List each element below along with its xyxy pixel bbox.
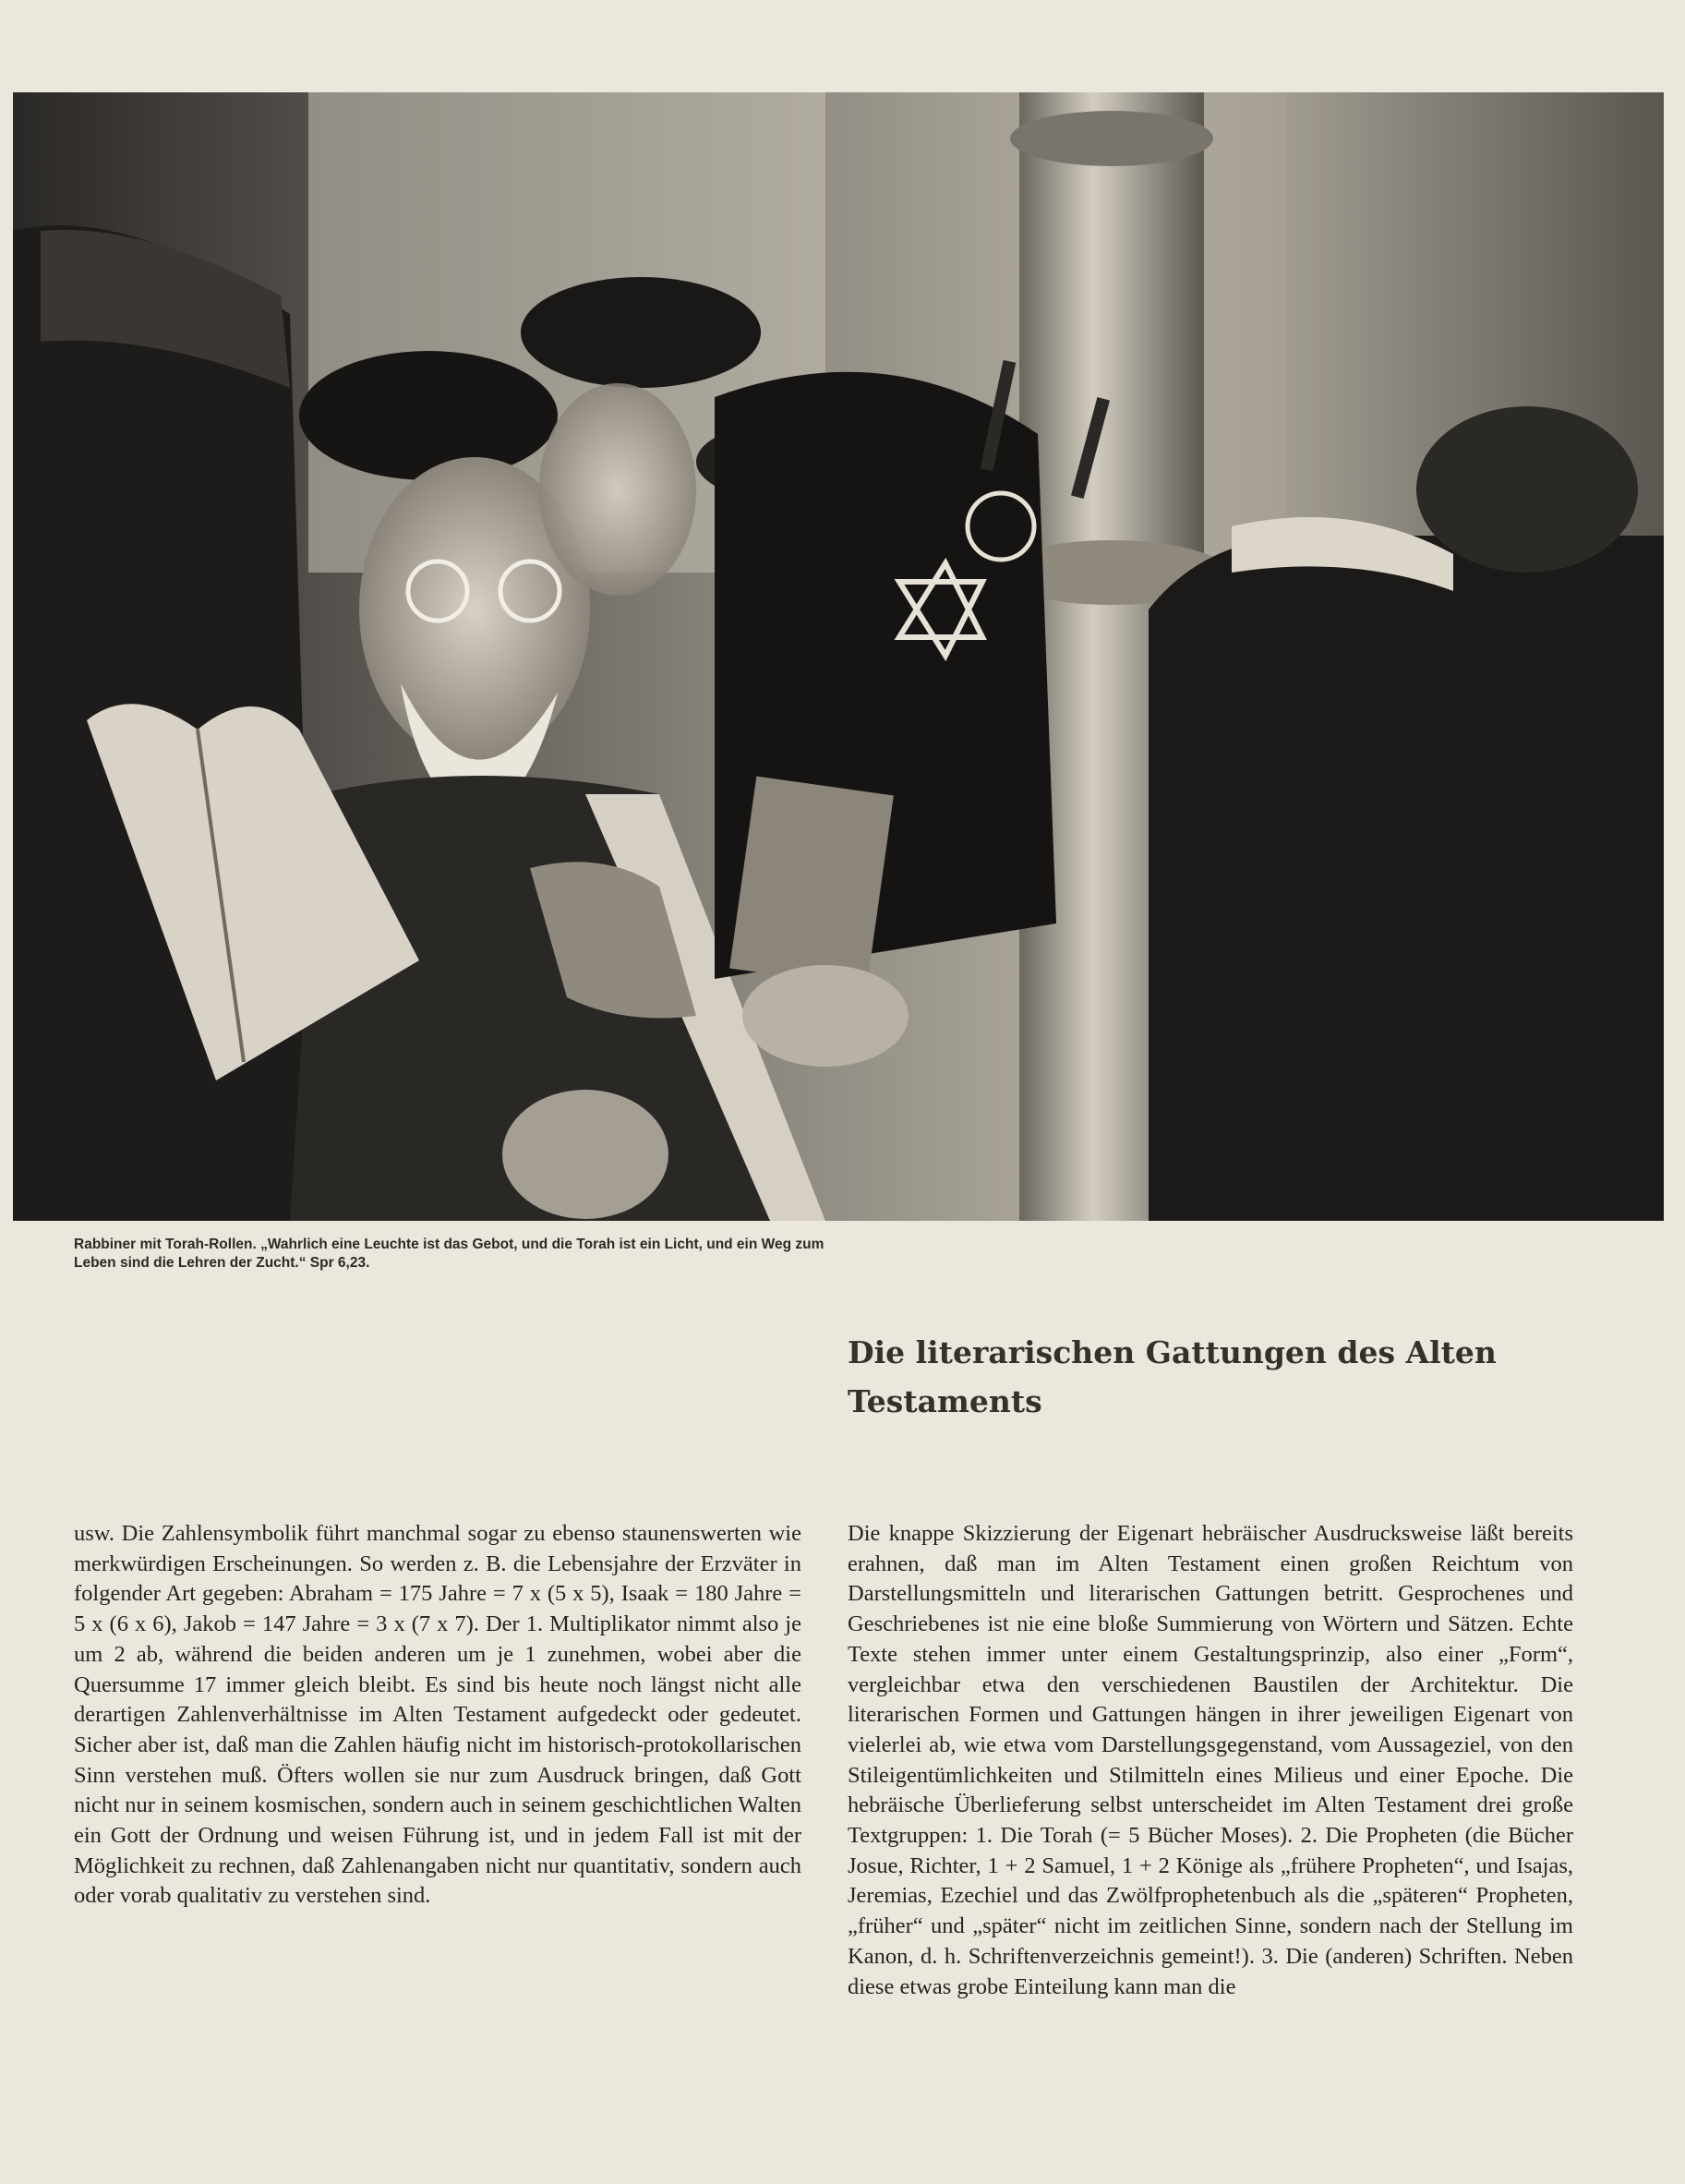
photo-caption: Rabbiner mit Torah-Rollen. „Wahrlich eine Leuchte ist das Gebot, und die Torah ist ein Licht, und ein Weg zum Leben sind die Lehren der Zucht.“ Spr 6,23.: [74, 1237, 824, 1271]
left-column-text: usw. Die Zahlensymbolik führt manchmal sogar zu ebenso staunenswerten wie merkwürdigen Erscheinungen. So werden z. B. die Lebensjahre der Erzväter in folgender Art gegeben: Abraham = 175 Jahre = 7 x (5 x 5), Isaak = 180 Jahre = 5 x (6 x 6), Jakob = 147 Jahre = 3 x (7 x 7). Der 1. Multiplikator nimmt also je um 2 ab, während die beiden anderen um je 1 zunehmen, wobei aber die Quersumme 17 immer gleich bleibt. Es sind bis heute noch längst nicht alle derartigen Zahlenverhältnisse im Alten Testament aufgedeckt oder gedeutet. Sicher aber ist, daß man die Zahlen häufig nicht im historisch-protokollarischen Sinn verstehen muß. Öfters wollen sie nur zum Ausdruck bringen, daß Gott nicht nur in seinem kosmischen, sondern auch in seinem geschichtlichen Walten ein Gott der Ordnung und weisen Führung ist, und in jedem Fall ist mit der Möglichkeit zu rechnen, daß Zahlenangaben nicht nur quantitativ, sondern auch oder vorab qualitativ zu verstehen sind.: [74, 1521, 801, 1909]
right-column-text: Die knappe Skizzierung der Eigenart hebräischer Ausdrucksweise läßt bereits erahnen, daß man im Alten Testament einen großen Reichtum von Darstellungsmitteln und literarischen Gattungen betritt. Gesprochenes und Geschriebenes ist nie eine bloße Summierung von Wörtern und Sätzen. Echte Texte stehen immer unter einem Gestaltungsprinzip, also einer „Form“, vergleichbar etwa den verschiedenen Baustilen der Architektur. Die literarischen Formen und Gattungen hängen in ihrer jeweiligen Eigenart von vielerlei ab, wie etwa vom Darstellungsgegenstand, vom Aussageziel, von den Stileigentümlichkeiten und Stilmitteln eines Milieus und einer Epoche. Die hebräische Überlieferung selbst unterscheidet im Alten Testament drei große Textgruppen: 1. Die Torah (= 5 Bücher Moses). 2. Die Propheten (die Bücher Josue, Richter, 1 + 2 Samuel, 1 + 2 Könige als „frühere Propheten“, und Isajas, Jeremias, Ezechiel und das Zwölfprophetenbuch als die „späteren“ Propheten, „früher“ und „später“ nicht im zeitlichen Sinne, sondern nach der Stellung im Kanon, d. h. Schriftenverzeichnis gemeint!). 3. Die (anderen) Schriften. Neben diese etwas grobe Einteilung kann man die: [848, 1521, 1573, 1999]
photo-illustration: [13, 92, 1664, 1221]
article-heading: Die literarischen Gattungen des Alten Testaments: [848, 1334, 1497, 1419]
photo-rabbis-torah-scrolls: [13, 92, 1664, 1221]
